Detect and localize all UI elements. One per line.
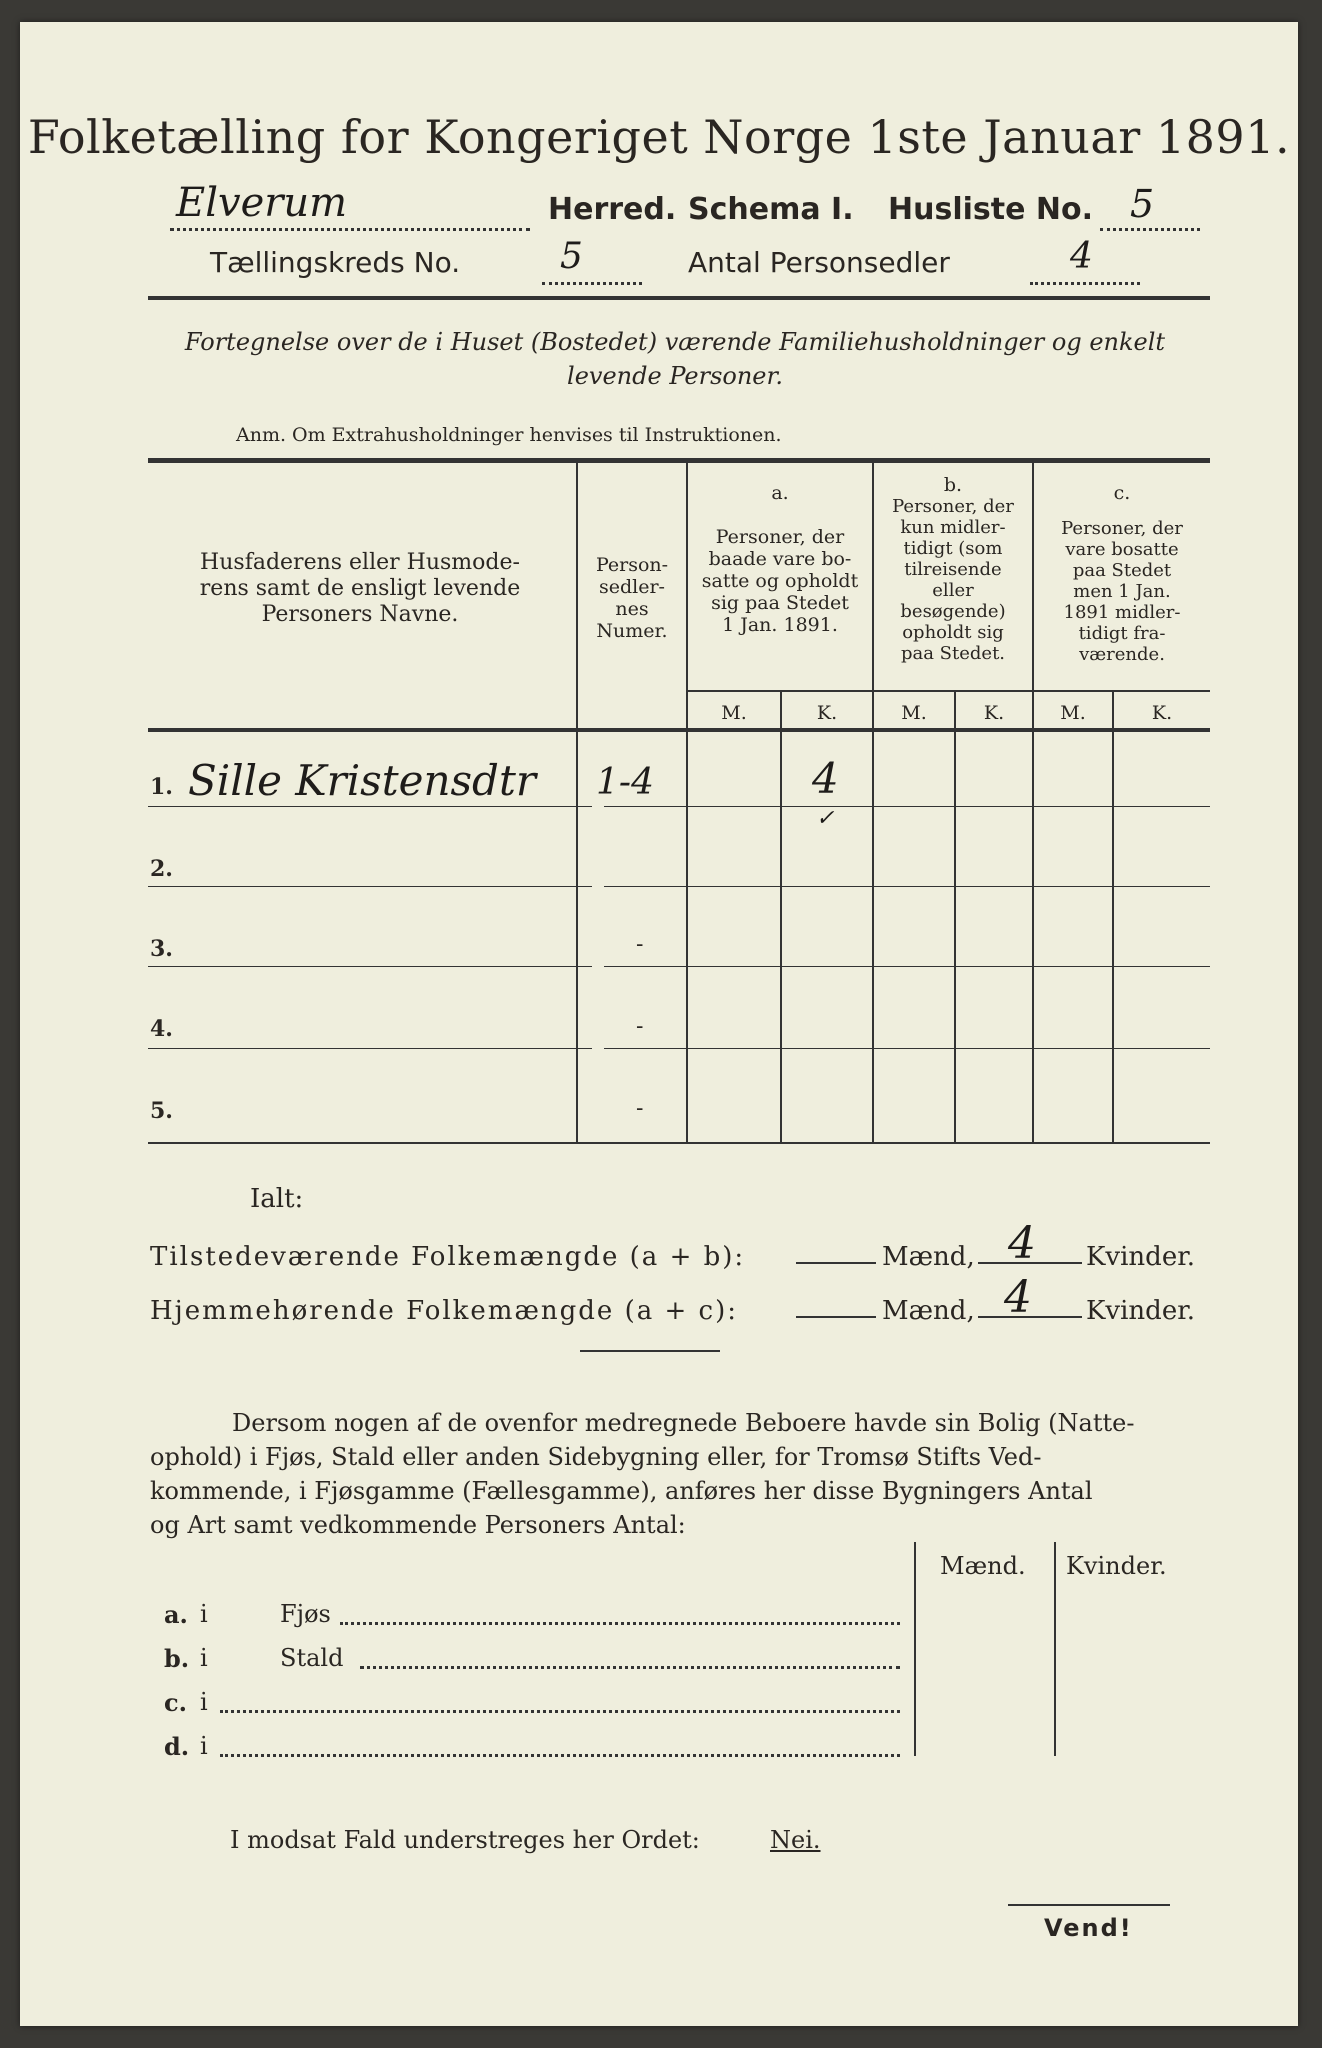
row-1-name: Sille Kristensdtr (188, 756, 536, 805)
bolig-item-a-label: Fjøs (280, 1600, 331, 1628)
col-c-k: K. (1151, 702, 1173, 724)
modsat-text: I modsat Fald understreges her Ordet: (230, 1826, 700, 1854)
antal-label: Antal Personsedler (688, 246, 950, 279)
col-c-m: M. (1060, 702, 1086, 724)
col-a-k: K. (816, 702, 838, 724)
row-5-number: 5. (150, 1098, 173, 1124)
section-divider (580, 1350, 720, 1352)
vend-text: Vend! (1044, 1914, 1133, 1942)
bolig-maend-header: Mænd. (940, 1552, 1026, 1580)
bolig-item-c-i: i (200, 1688, 208, 1716)
ialt-label: Ialt: (250, 1184, 304, 1214)
bolig-kvinder-header: Kvinder. (1066, 1552, 1167, 1580)
col-a-letter: a. (771, 482, 789, 504)
form-title: Folketælling for Kongeriget Norge 1ste Januar 1891. (27, 110, 1291, 164)
row-1-personsedler: 1-4 (596, 762, 654, 803)
kreds-value: 5 (560, 236, 583, 277)
bolig-item-b-label: Stald (280, 1644, 344, 1672)
col-c-header: Personer, der vare bosatte paa Stedet men 1 Jan. 1891 midler- tidigt fra- værende. (1061, 518, 1183, 665)
header-rule (148, 296, 1210, 300)
col-num-header: Person- sedler- nes Numer. (595, 554, 669, 642)
table-top-rule (148, 458, 1210, 463)
bolig-paragraph: Dersom nogen af de ovenfor medregnede Beboere havde sin Bolig (Natte- ophold) i Fjøs, Stald eller anden Sidebygning eller, for Tromsø Stifts Ved- kommende, i Fjøsgamme (Fællesgamme), anføres her disse Bygningers Antal og Art samt vedkommende Personers Antal: (150, 1409, 1135, 1539)
col-b-k: K. (983, 702, 1005, 724)
header-bottom-rule (148, 728, 1210, 732)
bolig-item-a-i: i (200, 1600, 208, 1628)
tilstede-kvinder-value: 4 (1008, 1218, 1036, 1269)
bolig-item-c-letter: c. (164, 1688, 187, 1717)
intro-line1: Fortegnelse over de i Huset (Bostedet) værende Familiehusholdninger og enkelt (184, 328, 1166, 356)
tilstede-label: Tilstedeværende Folkemængde (a + b): (150, 1242, 746, 1272)
kreds-dots (542, 256, 642, 285)
row-1-a-k: 4 (812, 754, 839, 803)
row-3-personsedler: - (636, 932, 644, 957)
col-a-m: M. (721, 702, 747, 724)
hjemme-maend-label: Mænd, (882, 1296, 975, 1326)
kreds-label: Tællingskreds No. (210, 246, 461, 279)
nei-word: Nei. (770, 1826, 821, 1854)
hjemme-kvinder-value: 4 (1004, 1272, 1032, 1323)
husliste-label: Husliste No. (888, 192, 1093, 227)
row-4-number: 4. (150, 1016, 173, 1042)
intro-line2: levende Personer. (567, 362, 783, 390)
husliste-value: 5 (1130, 182, 1155, 226)
row-4-personsedler: - (636, 1014, 644, 1039)
bolig-item-a-letter: a. (164, 1600, 188, 1629)
col-c-letter: c. (1113, 482, 1131, 504)
col-a-header: Personer, der baade vare bo- satte og opholdt sig paa Stedet 1 Jan. 1891. (701, 526, 859, 636)
anm-note: Anm. Om Extrahusholdninger henvises til Instruktionen. (236, 424, 782, 446)
herred-value: Elverum (176, 180, 348, 226)
antal-value: 4 (1070, 236, 1093, 277)
herred-label: Herred. (548, 192, 677, 227)
tilstede-kvinder-label: Kvinder. (1086, 1242, 1196, 1272)
row-1-number: 1. (150, 774, 173, 800)
hjemme-kvinder-label: Kvinder. (1086, 1296, 1196, 1326)
row-1-check-mark: ✓ (816, 806, 835, 831)
bolig-item-b-letter: b. (164, 1644, 190, 1673)
schema-label: Schema I. (688, 192, 854, 227)
census-form-page (20, 22, 1298, 2026)
bolig-item-d-letter: d. (164, 1732, 190, 1761)
table-bottom-rule (148, 1142, 1210, 1144)
bolig-item-b-i: i (200, 1644, 208, 1672)
col-b-letter: b. (943, 474, 963, 496)
row-5-personsedler: - (636, 1096, 644, 1121)
row-3-number: 3. (150, 936, 173, 962)
hjemme-label: Hjemmehørende Folkemængde (a + c): (150, 1296, 738, 1326)
row-2-number: 2. (150, 856, 173, 882)
col-b-header: Personer, der kun midler- tidigt (som tilreisende eller besøgende) opholdt sig paa Stedet. (892, 496, 1014, 664)
col-name-header: Husfaderens eller Husmode- rens samt de ensligt levende Personers Navne. (199, 550, 521, 627)
tilstede-maend-label: Mænd, (882, 1242, 975, 1272)
col-b-m: M. (901, 702, 927, 724)
bolig-item-d-i: i (200, 1732, 208, 1760)
